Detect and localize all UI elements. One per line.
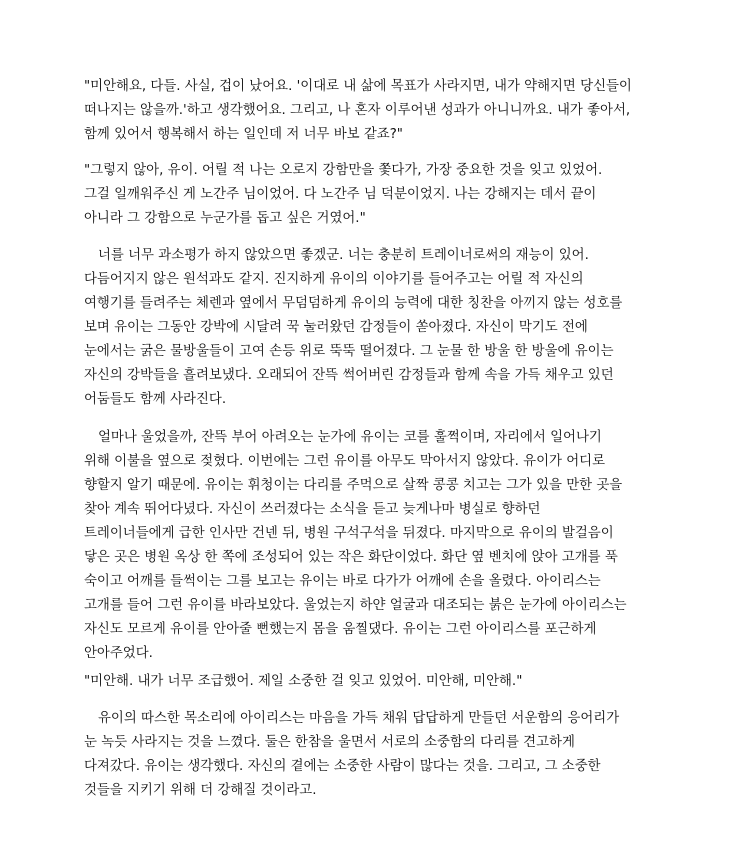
text-line: 유이의 따스한 목소리에 아이리스는 마음을 가득 채워 답답하게 만들던 서운함의 응어리가 bbox=[98, 711, 620, 726]
text-line: 어둠들도 함께 사라진다. bbox=[84, 392, 227, 407]
text-line: 트레이너들에게 급한 인사만 건넨 뒤, 병원 구석구석을 뒤졌다. 마지막으로 유이의 발걸음이 bbox=[84, 526, 614, 541]
paragraph-reply bbox=[84, 159, 664, 231]
paragraph-narration-tears bbox=[84, 244, 664, 412]
text-line: 다져갔다. 유이는 생각했다. 자신의 곁에는 소중한 사람이 많다는 것을. 그리고, 그 소중한 bbox=[84, 759, 601, 774]
text-line: 너를 너무 과소평가 하지 않았으면 좋겠군. 너는 충분히 트레이너로써의 재능이 있어. bbox=[98, 248, 589, 263]
text-line: "미안해. 내가 너무 조급했어. 제일 소중한 걸 잊고 있었어. 미안해, 미안해." bbox=[84, 674, 523, 689]
text-line: "미안해요, 다들. 사실, 겁이 났어요. '이대로 내 삶에 목표가 사라지면, 내가 약해지면 당신들이 bbox=[84, 79, 632, 94]
text-line: 얼마나 울었을까, 잔뜩 부어 아려오는 눈가에 유이는 코를 훌쩍이며, 자리에서 일어나기 bbox=[98, 430, 602, 445]
text-line: 떠나지는 않을까.'하고 생각했어요. 그리고, 나 혼자 이루어낸 성과가 아니니까요. 내가 좋아서, bbox=[84, 103, 631, 118]
text-line: 여행기를 들려주는 체렌과 옆에서 무덤덤하게 유이의 능력에 대한 칭찬을 아끼지 않는 성호를 bbox=[84, 296, 623, 311]
paragraph-narration-rooftop bbox=[84, 426, 664, 666]
text-line: 것들을 지키기 위해 더 강해질 것이라고. bbox=[84, 783, 317, 798]
text-line: 그걸 일깨워주신 게 노간주 님이었어. 다 노간주 님 덕분이었지. 나는 강해지는 데서 끝이 bbox=[84, 187, 597, 202]
paragraph-narration-ending bbox=[84, 707, 664, 803]
text-line: 위해 이불을 옆으로 젖혔다. 이번에는 그런 유이를 아무도 막아서지 않았다. 유이가 어디로 bbox=[84, 454, 606, 469]
text-line: 숙이고 어깨를 들썩이는 그를 보고는 유이는 바로 다가가 어깨에 손을 올렸다. 아이리스는 bbox=[84, 574, 601, 589]
paragraph-apology bbox=[84, 670, 664, 694]
text-line: 보며 유이는 그동안 강박에 시달려 꾹 눌러왔던 감정들이 쏟아졌다. 자신이 막기도 전에 bbox=[84, 320, 588, 335]
text-line: 닿은 곳은 병원 옥상 한 쪽에 조성되어 있는 작은 화단이었다. 화단 옆 벤치에 앉아 고개를 푹 bbox=[84, 550, 618, 565]
text-line: 눈 녹듯 사라지는 것을 느꼈다. 둘은 한참을 울면서 서로의 소중함의 다리를 견고하게 bbox=[84, 735, 575, 750]
text-line: 고개를 들어 그런 유이를 바라보았다. 울었는지 하얀 얼굴과 대조되는 붉은 눈가에 아이리스는 bbox=[84, 598, 627, 613]
text-line: 자신도 모르게 유이를 안아줄 뻔했는지 몸을 움찔댔다. 유이는 그런 아이리스를 포근하게 bbox=[84, 622, 597, 637]
text-line: 자신의 강박들을 흘려보냈다. 오래되어 잔뜩 썩어버린 감정들과 함께 속을 가득 채우고 있던 bbox=[84, 368, 614, 383]
text-line: 찾아 계속 뛰어다녔다. 자신이 쓰러졌다는 소식을 듣고 늦게나마 병실로 향하던 bbox=[84, 502, 541, 517]
paragraph-yui-confession bbox=[84, 75, 664, 147]
text-line: "그렇지 않아, 유이. 어릴 적 나는 오로지 강함만을 쫓다가, 가장 중요한 것을 잊고 있었어. bbox=[84, 163, 603, 178]
text-line: 눈에서는 굵은 물방울들이 고여 손등 위로 뚝뚝 떨어졌다. 그 눈물 한 방울 한 방울에 유이는 bbox=[84, 344, 614, 359]
text-line: 함께 있어서 행복해서 하는 일인데 저 너무 바보 같죠?" bbox=[84, 127, 403, 142]
text-line: 안아주었다. bbox=[84, 646, 153, 661]
text-line: 아니라 그 강함으로 누군가를 돕고 싶은 거였어." bbox=[84, 211, 366, 226]
text-line: 향할지 알기 때문에. 유이는 휘청이는 다리를 주먹으로 살짝 콩콩 치고는 그가 있을 만한 곳을 bbox=[84, 478, 623, 493]
text-line: 다듬어지지 않은 원석과도 같지. 진지하게 유이의 이야기를 들어주고는 어릴 적 자신의 bbox=[84, 272, 584, 287]
